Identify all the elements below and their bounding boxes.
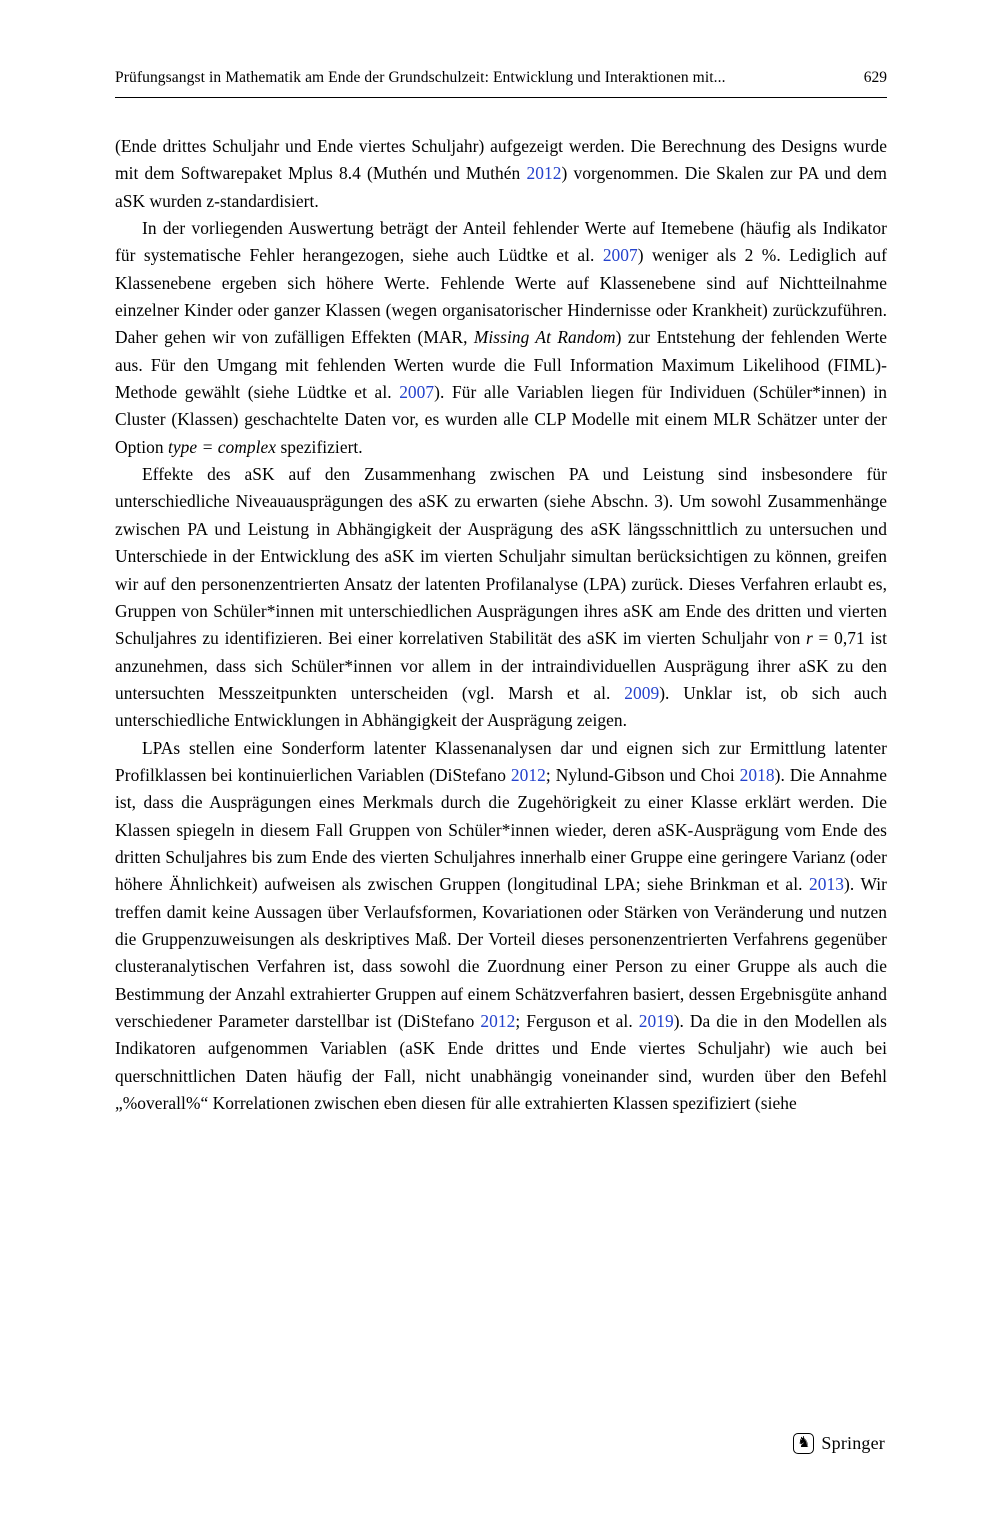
paragraph	[115, 735, 887, 1118]
citation-link[interactable]: 2012	[510, 764, 546, 785]
page-content	[115, 68, 887, 1117]
text-run: ; Nylund-Gibson und Choi	[545, 764, 740, 785]
text-run: ). Unklar ist, ob sich auch unterschiedliche Entwicklungen in Abhängigkeit der Ausprägung zeigen.	[115, 682, 887, 731]
text-run: ) weniger als 2 %. Lediglich auf Klassenebene ergeben sich höhere Werte. Fehlende Werte auf Klassenebene sind auf Nichtteilnahme einzelner Kinder oder ganzer Klassen (wegen organisatorischer Hindernisse oder Krankheit) zurückzuführen. Daher gehen wir von zufälligen Effekten (MAR,	[115, 245, 887, 348]
citation-link[interactable]: 2012	[480, 1011, 516, 1031]
text-run: spezifiziert.	[276, 436, 363, 457]
text-run: (Ende drittes Schuljahr und Ende viertes Schuljahr) aufgezeigt werden. Die Berechnung des Designs wurde mit dem Softwarepaket Mplus 8.4 (Muthén und Muthén	[115, 136, 887, 184]
text-run: = 0,71 ist anzunehmen, dass sich Schüler*innen vor allem in der intraindividuellen Ausprägung ihrer aSK zu den untersuchten Messzeitpunkten unterscheiden (vgl. Marsh et al.	[115, 628, 887, 703]
text-run: ). Für alle Variablen liegen für Individuen (Schüler*innen) in Cluster (Klassen) geschachtelte Daten vor, es wurden alle CLP Modelle mit einem MLR Schätzer unter der Option	[115, 382, 887, 457]
text-run: ). Da die in den Modellen als Indikatoren aufgenommen Variablen (aSK Ende drittes und Ende viertes Schuljahr) wie auch bei querschnittlichen Daten häufig der Fall, nicht unabhängig voneinander sind, wurden über den Befehl „%overall%“ Korrelationen zwischen eben diesen für alle extrahierten Klassen spezifiziert (siehe	[115, 1011, 887, 1114]
italic-text: type = complex	[168, 436, 277, 457]
text-run: Effekte des aSK auf den Zusammenhang zwischen PA und Leistung sind insbesondere für unterschiedliche Niveauausprägungen des aSK zu erwarten (siehe Abschn. 3). Um sowohl Zusammenhänge zwischen PA und Leistung in Abhängigkeit der Ausprägung des aSK längsschnittlich zu untersuchen und Unterschiede in der Entwicklung des aSK im vierten Schuljahr simultan berücksichtigen zu können, greifen wir auf den personenzentrierten Ansatz der latenten Profilanalyse (LPA) zurück. Dieses Verfahren erlaubt es, Gruppen von Schüler*innen mit unterschiedlichen Ausprägungen ihres aSK am Ende des dritten und vierten Schuljahres zu identifizieren. Bei einer korrelativen Stabilität des aSK im vierten Schuljahr von	[115, 464, 887, 649]
text-run: ). Die Annahme ist, dass die Ausprägungen eines Merkmals durch die Zugehörigkeit zu einer Klasse erklärt werden. Die Klassen spiegeln in diesem Fall Gruppen von Schüler*innen wieder, deren aSK-Ausprägung vom Ende des dritten Schuljahres bis zum Ende des vierten Schuljahres innerhalb einer Gruppe eine geringere Varianz (oder höhere Ähnlichkeit) aufweisen als zwischen Gruppen (longitudinal LPA; siehe Brinkman et al.	[115, 764, 888, 895]
publisher-footer	[793, 1433, 885, 1454]
springer-logo-icon: ♞	[793, 1433, 814, 1454]
publisher-name: Springer	[821, 1433, 885, 1453]
text-run: ). Wir treffen damit keine Aussagen über Verlaufsformen, Kovariationen oder Stärken von Veränderung und nutzen die Gruppenzuweisungen als deskriptives Maß. Der Vorteil dieses personenzentrierten Verfahrens gegenüber clusteranalytischen Verfahren ist, dass sowohl die Zuordnung einer Person zu einer Gruppe als auch die Bestimmung der Anzahl extrahierter Gruppen auf einem Schätzverfahren basiert, dessen Ergebnisgüte anhand verschiedener Parameter darstellbar ist (DiStefano	[115, 874, 888, 1031]
citation-link[interactable]: 2012	[526, 163, 562, 184]
citation-link[interactable]: 2013	[809, 874, 845, 895]
citation-link[interactable]: 2007	[602, 245, 638, 266]
italic-text: Missing At Random	[473, 327, 616, 348]
text-run: ) vorgenommen. Die Skalen zur PA und dem aSK wurden z-standardisiert.	[115, 163, 887, 211]
text-run: ; Ferguson et al.	[515, 1011, 639, 1031]
citation-link[interactable]: 2019	[638, 1011, 674, 1031]
text-run: ) zur Entstehung der fehlenden Werte aus. Für den Umgang mit fehlenden Werten wurde die Full Information Maximum Likelihood (FIML)-Methode gewählt (siehe Lüdtke et al.	[115, 327, 887, 403]
citation-link[interactable]: 2007	[399, 382, 435, 403]
paragraph	[115, 215, 887, 461]
page-number: 629	[863, 69, 887, 86]
paragraph	[115, 461, 887, 734]
text-run: In der vorliegenden Auswertung beträgt der Anteil fehlender Werte auf Itemebene (häufig als Indikator für systematische Fehler herangezogen, siehe auch Lüdtke et al.	[115, 218, 887, 266]
italic-text: r	[806, 628, 813, 649]
running-title: Prüfungsangst in Mathematik am Ende der Grundschulzeit: Entwicklung und Interaktionen mit...	[115, 69, 726, 86]
article-body	[115, 133, 887, 1117]
citation-link[interactable]: 2009	[624, 682, 660, 703]
paragraph	[115, 133, 887, 215]
running-header	[115, 68, 887, 98]
text-run: LPAs stellen eine Sonderform latenter Klassenanalysen dar und eignen sich zur Ermittlung latenter Profilklassen bei kontinuierlichen Variablen (DiStefano	[115, 737, 887, 785]
citation-link[interactable]: 2018	[739, 764, 775, 785]
